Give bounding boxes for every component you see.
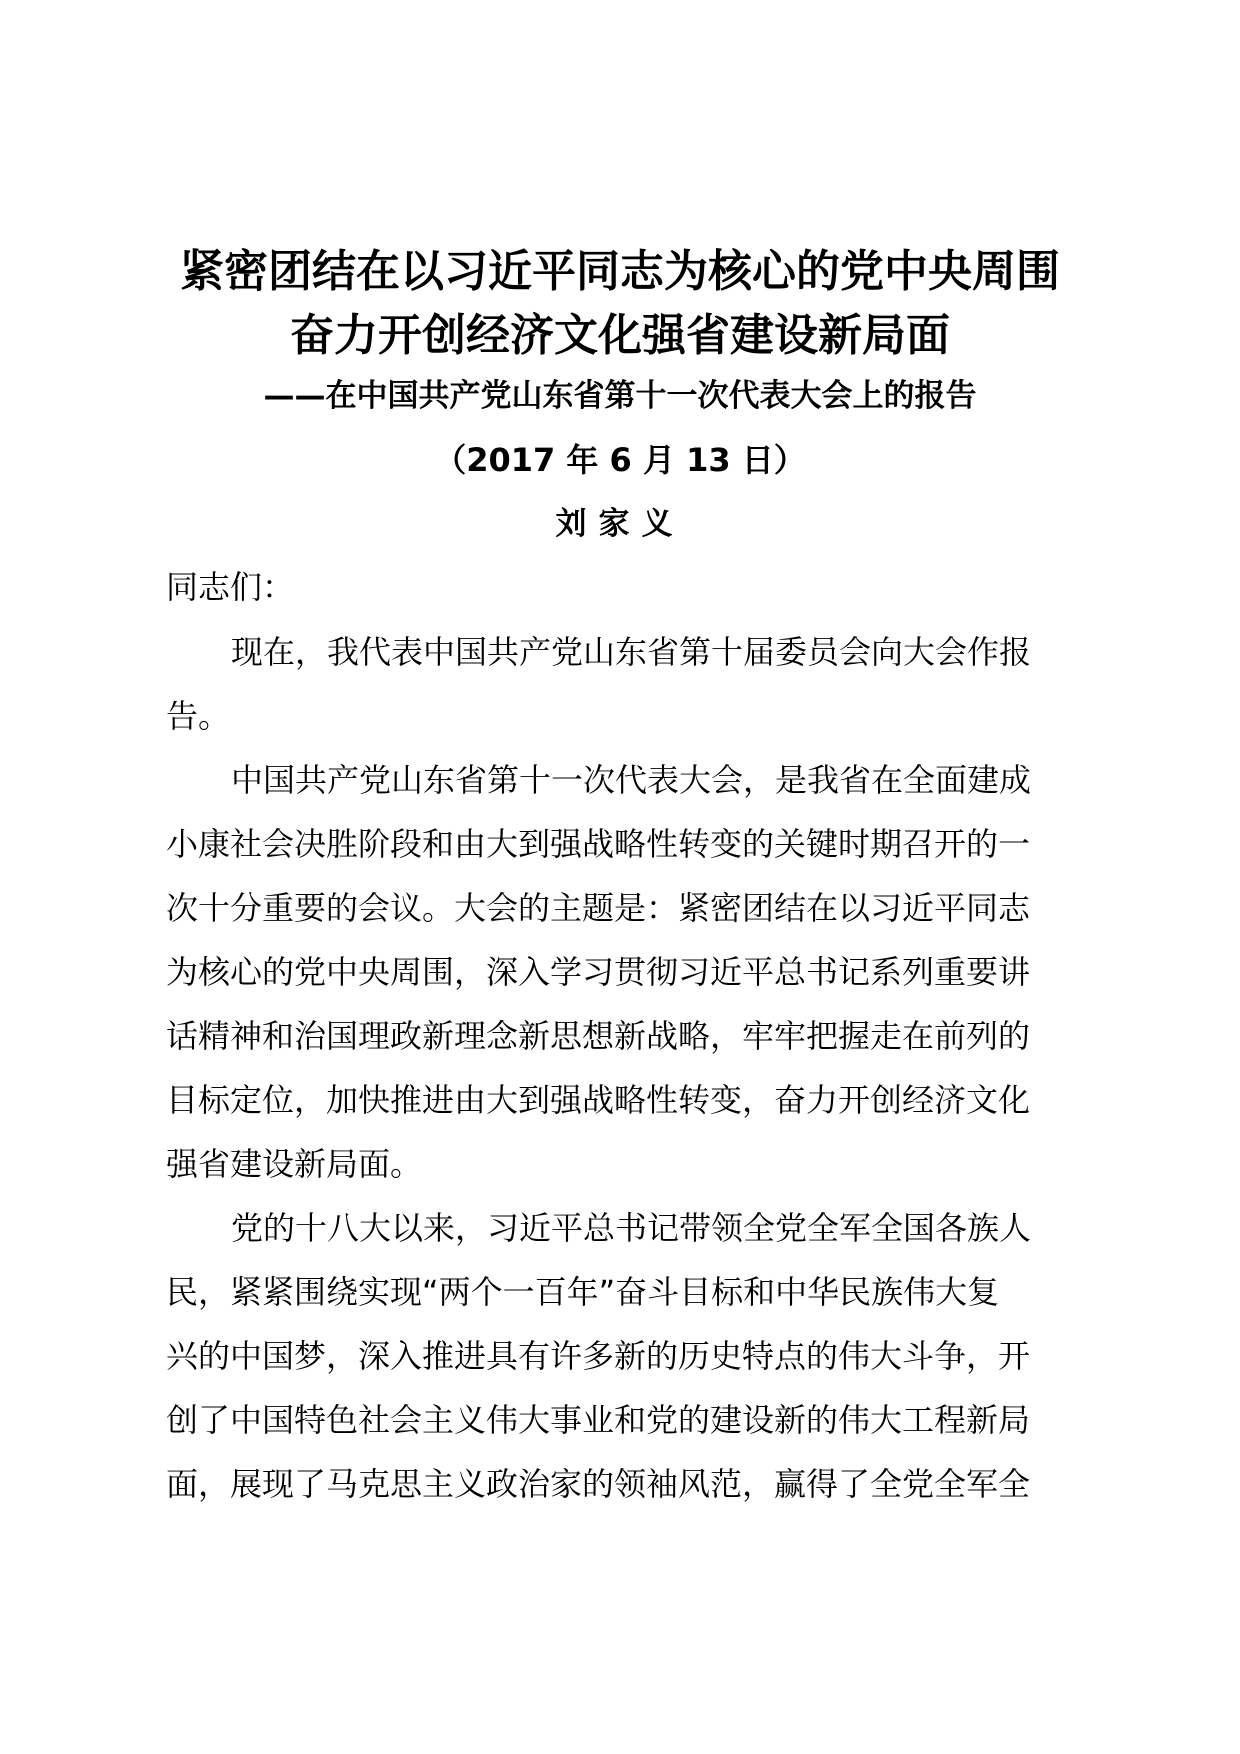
paragraph-1-line-2: 告。 [166,697,231,735]
paragraph-1-line-1: 现在，我代表中国共产党山东省第十届委员会向大会作报 [231,633,1032,671]
document-subtitle: ——在中国共产党山东省第十一次代表大会上的报告 [263,378,977,414]
paragraph-2-line-6: 目标定位，加快推进由大到强战略性转变，奋力开创经济文化 [166,1081,1031,1119]
document-date: （2017 年 6 月 13 日） [434,441,806,479]
paragraph-2-line-3: 次十分重要的会议。大会的主题是：紧密团结在以习近平同志 [166,889,1031,927]
paragraph-2-line-4: 为核心的党中央周围，深入学习贯彻习近平总书记系列重要讲 [166,953,1031,991]
document-author: 刘家义 [555,506,685,542]
paragraph-2-line-1: 中国共产党山东省第十一次代表大会，是我省在全面建成 [231,761,1032,799]
paragraph-3-line-3: 兴的中国梦，深入推进具有许多新的历史特点的伟大斗争，开 [166,1337,1031,1375]
paragraph-3-line-4: 创了中国特色社会主义伟大事业和党的建设新的伟大工程新局 [166,1401,1031,1439]
document-title-line-1: 紧密团结在以习近平同志为核心的党中央周围 [180,246,1060,297]
paragraph-3-line-2: 民，紧紧围绕实现“两个一百年”奋斗目标和中华民族伟大复 [166,1273,1000,1311]
paragraph-3-line-5: 面，展现了马克思主义政治家的领袖风范，赢得了全党全军全 [166,1465,1031,1503]
paragraph-3-line-1: 党的十八大以来，习近平总书记带领全党全军全国各族人 [231,1209,1032,1247]
paragraph-2-line-2: 小康社会决胜阶段和由大到强战略性转变的关键时期召开的一 [166,825,1031,863]
salutation: 同志们： [166,568,295,606]
paragraph-2-line-7: 强省建设新局面。 [166,1145,423,1183]
document-title-line-2: 奋力开创经济文化强省建设新局面 [290,310,950,361]
paragraph-2-line-5: 话精神和治国理政新理念新思想新战略，牢牢把握走在前列的 [166,1017,1031,1055]
